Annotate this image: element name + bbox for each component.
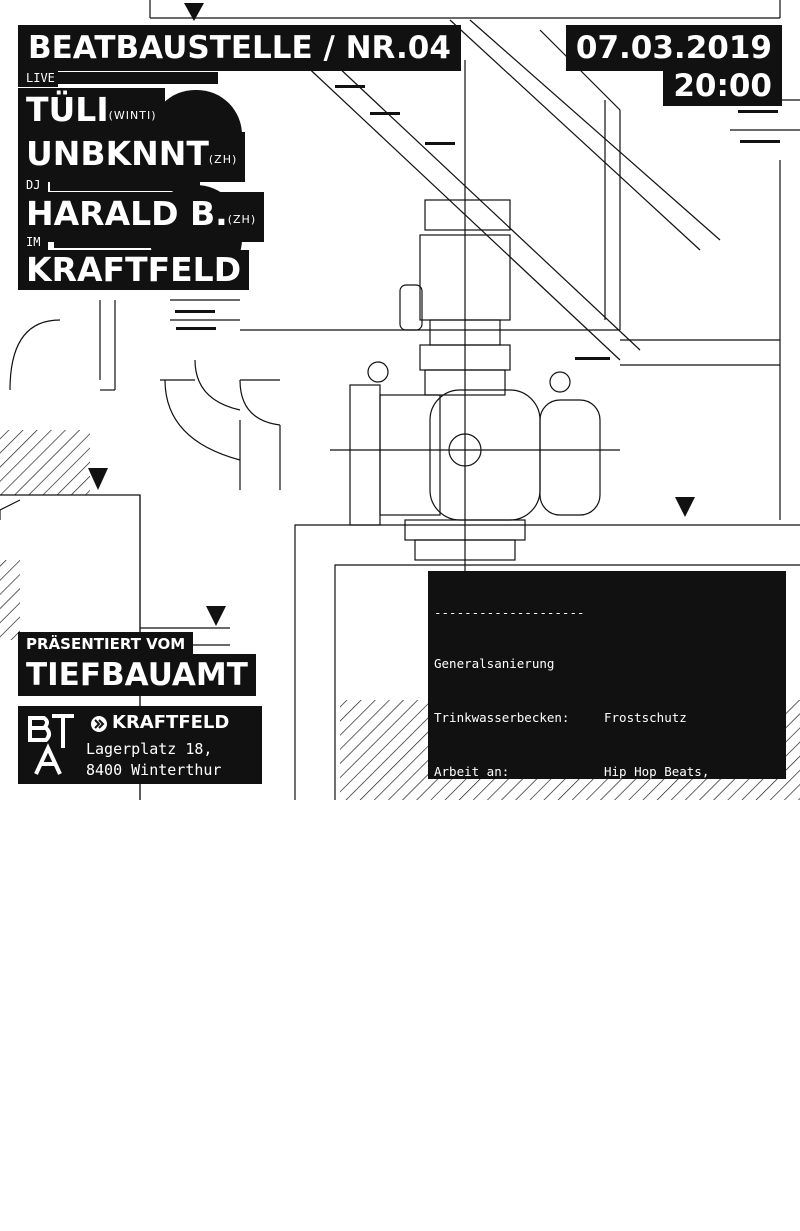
info-key bbox=[434, 1087, 604, 1105]
artist-unbknnt-origin: (ZH) bbox=[208, 153, 238, 166]
info-key: Bauzeit: bbox=[434, 872, 495, 887]
presenter-name-text: TIEFBAUAMT bbox=[26, 657, 248, 693]
venue-bar bbox=[54, 236, 164, 248]
address-line-2: 8400 Winterthur bbox=[86, 761, 222, 779]
info-row bbox=[434, 763, 780, 781]
info-row bbox=[434, 1195, 780, 1213]
event-time bbox=[663, 66, 782, 106]
live-label-text: LIVE bbox=[26, 71, 55, 85]
artist-unbknnt bbox=[18, 132, 245, 182]
live-label bbox=[18, 69, 58, 87]
artist-tueli-name: TÜLI bbox=[26, 90, 109, 129]
info-key: Trinkwasserbecken: bbox=[434, 710, 570, 725]
presenter-name bbox=[18, 654, 256, 696]
event-date-text: 07.03.2019 bbox=[575, 30, 772, 66]
info-value: März 2019 / Live: 21:00 bbox=[604, 872, 778, 887]
info-key: Unternehmer: bbox=[434, 980, 525, 995]
dj-label-text: DJ bbox=[26, 178, 41, 192]
event-title bbox=[18, 25, 461, 71]
bta-logo bbox=[22, 708, 82, 782]
artist-tueli bbox=[18, 88, 165, 138]
info-divider-bottom: -------------------- bbox=[604, 1196, 755, 1211]
venue-kraftfeld bbox=[18, 250, 249, 290]
info-value: an der Bar. bbox=[604, 1142, 687, 1157]
venue-name: KRAFTFELD bbox=[26, 250, 242, 289]
info-line-1: Generalsanierung bbox=[434, 656, 555, 671]
info-row bbox=[434, 1087, 780, 1105]
artist-harald bbox=[18, 192, 264, 242]
footer-block bbox=[18, 706, 262, 784]
info-value: Kraftfeld bbox=[604, 926, 672, 941]
info-value: Tiefbauamt bbox=[604, 980, 680, 995]
venue-label bbox=[18, 233, 48, 251]
info-panel bbox=[428, 571, 786, 1211]
presenter-label bbox=[18, 632, 193, 656]
info-key bbox=[434, 1141, 604, 1159]
info-value: Kein Zugang zu Trink- bbox=[604, 1034, 763, 1049]
info-key: Arbeit an: bbox=[434, 764, 510, 779]
event-date bbox=[566, 25, 782, 71]
info-key: Einschränkungen: bbox=[434, 1034, 555, 1049]
kraftfeld-logo-text: KRAFTFELD bbox=[112, 712, 230, 733]
dj-bar bbox=[50, 179, 200, 191]
info-value: Hip Hop Beats, bbox=[604, 764, 710, 779]
info-key bbox=[434, 817, 604, 835]
presenter-label-text: PRÄSENTIERT VOM bbox=[26, 635, 186, 653]
info-row bbox=[434, 1141, 780, 1159]
artist-unbknnt-name: UNBKNNT bbox=[26, 134, 209, 173]
info-key: Beteiligte Werke: bbox=[434, 926, 562, 941]
info-row bbox=[434, 925, 780, 943]
info-row bbox=[434, 709, 780, 727]
artist-harald-name: HARALD B. bbox=[26, 194, 228, 233]
info-row bbox=[434, 1033, 780, 1051]
artist-harald-origin: (ZH) bbox=[227, 213, 257, 226]
venue-label-text: IM bbox=[26, 235, 41, 249]
info-value: LoFi Hip Hop bbox=[604, 818, 695, 833]
address-line-1: Lagerplatz 18, bbox=[86, 740, 213, 758]
artist-tueli-origin: (WINTI) bbox=[108, 109, 157, 122]
info-row bbox=[434, 871, 780, 889]
event-title-text: BEATBAUSTELLE / NR.04 bbox=[28, 30, 451, 66]
kraftfeld-logo-icon bbox=[90, 715, 108, 733]
info-value: Frostschutz bbox=[604, 710, 687, 725]
live-bar bbox=[58, 72, 218, 84]
info-divider-top: -------------------- bbox=[434, 607, 585, 619]
info-value: wasser. Provisorium bbox=[604, 1088, 747, 1103]
event-time-text: 20:00 bbox=[673, 68, 772, 104]
info-row bbox=[434, 817, 780, 835]
info-row bbox=[434, 979, 780, 997]
